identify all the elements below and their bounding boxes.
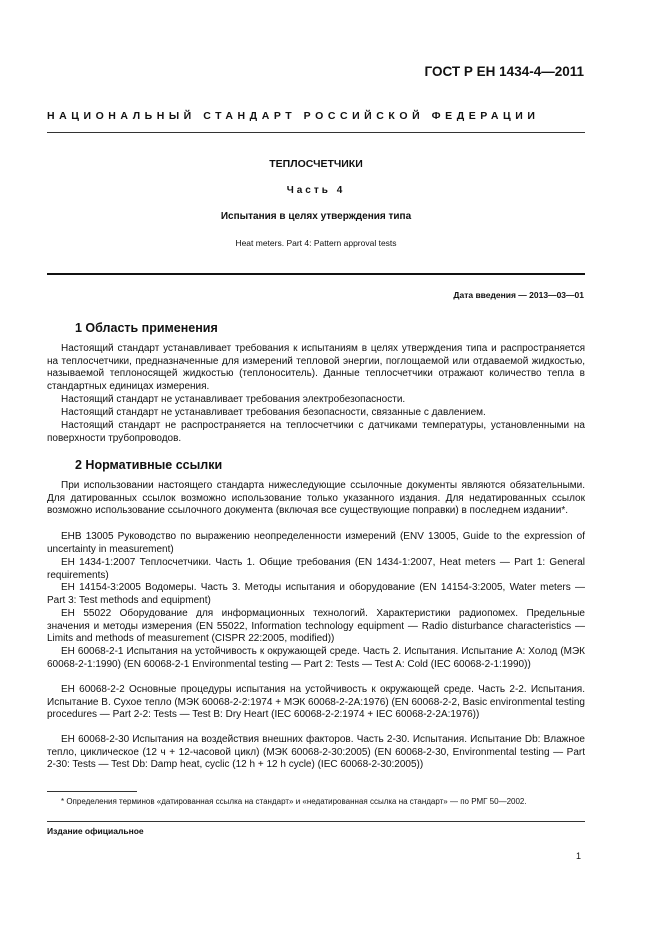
standard-subtitle: Испытания в целях утверждения типа [220,211,412,222]
section-1-heading: 1 Область применения [75,321,218,335]
edition-label: Издание официальное [47,826,144,836]
page-number: 1 [575,851,581,861]
normative-reference: ЕН 60068-2-2 Основные процедуры испытания на устойчивость к окружающей среде. Часть 2-2. Испытания. Испытание В. Сухое тепло (МЭК 60068-2-2:1974 + МЭК 60068-2-2А:1976) (EN 60068-2-2, Basic environmental testing procedures — Part 2-2: Tests — Test B: Dry Heart (IEC 60068-2-2:1974 + IEC 60068-2-2A:1976)) [47,684,585,721]
normative-reference: ЕН 60068-2-30 Испытания на воздействия внешних факторов. Часть 2-30. Испытания. Испытание Db: Влажное тепло, циклическое (12 ч + 12-часовой цикл) (МЭК 60068-2-30:2005) (EN 60068-2-30, Environmental testing — Part 2-30: Tests — Test Db: Damp heat, cyclic (12 h + 12 h cycle) (IEC 60068-2-30:2005)) [47,734,585,771]
section-1-paragraph: Настоящий стандарт не устанавливает требования электробезопасности. [61,394,406,405]
part-label: Часть 4 [286,185,346,196]
introduction-date: Дата введения — 2013—03—01 [453,290,584,300]
english-title: Heat meters. Part 4: Pattern approval tests [235,238,397,248]
national-standard-banner: НАЦИОНАЛЬНЫЙ СТАНДАРТ РОССИЙСКОЙ ФЕДЕРАЦИИ [47,110,540,122]
section-1-paragraph: Настоящий стандарт не распространяется на теплосчетчики с датчиками температуры, установленными на поверхности трубопроводов. [47,420,585,444]
document-number: ГОСТ Р ЕН 1434-4—2011 [424,64,584,79]
section-1-paragraph: Настоящий стандарт не устанавливает требования безопасности, связанные с давлением. [61,407,486,418]
footer-divider [47,821,585,822]
title-divider [47,273,585,275]
normative-reference: ЕН 14154-3:2005 Водомеры. Часть 3. Методы испытания и оборудование (EN 14154-3:2005, Water meters — Part 3: Test methods and equipment) [47,582,585,606]
section-1-paragraph: Настоящий стандарт устанавливает требования к испытаниям в целях утверждения типа и распространяется на теплосчетчики, предназначенные для измерений тепловой энергии, поглощаемой или отдаваемой жидкостью, называемой теплоносящей жидкостью (теплоноситель). Данные теплосчетчики отражают количество тепла в стандартных единицах измерения. [47,343,585,393]
section-2-paragraph: При использовании настоящего стандарта нижеследующие ссылочные документы являются обязательными. Для датированных ссылок возможно использование только указанного издания. Для недатированных ссылок возможно использование ссылочного документа (включая все существующие поправки) в последнем издании*. [47,480,585,517]
footnote-divider [47,791,137,792]
header-divider [47,132,585,133]
footnote: * Определения терминов «датированная ссылка на стандарт» и «недатированная ссылка на стандарт» — по РМГ 50—2002. [61,797,527,806]
section-2-heading: 2 Нормативные ссылки [75,458,223,472]
normative-reference: ЕН 60068-2-1 Испытания на устойчивость к окружающей среде. Часть 2. Испытания. Испытание А: Холод (МЭК 60068-2-1:1990) (EN 60068-2-1 Environmental testing — Part 2: Tests — Test A: Cold (IEC 60068-2-1:1990)) [47,646,585,670]
normative-reference: ЕН 1434-1:2007 Теплосчетчики. Часть 1. Общие требования (EN 1434-1:2007, Heat meters — Part 1: General requirements) [47,557,585,581]
standard-title: ТЕПЛОСЧЕТЧИКИ [269,158,363,170]
normative-reference: ЕНВ 13005 Руководство по выражению неопределенности измерений (ENV 13005, Guide to the expression of uncertainty in measurement) [47,531,585,555]
normative-reference: ЕН 55022 Оборудование для информационных технологий. Характеристики радиопомех. Предельные значения и методы измерения (EN 55022, Information technology equipment — Radio disturbance characteristics — Limits and methods of measurement (CISPR 22:2005, modified)) [47,608,585,645]
